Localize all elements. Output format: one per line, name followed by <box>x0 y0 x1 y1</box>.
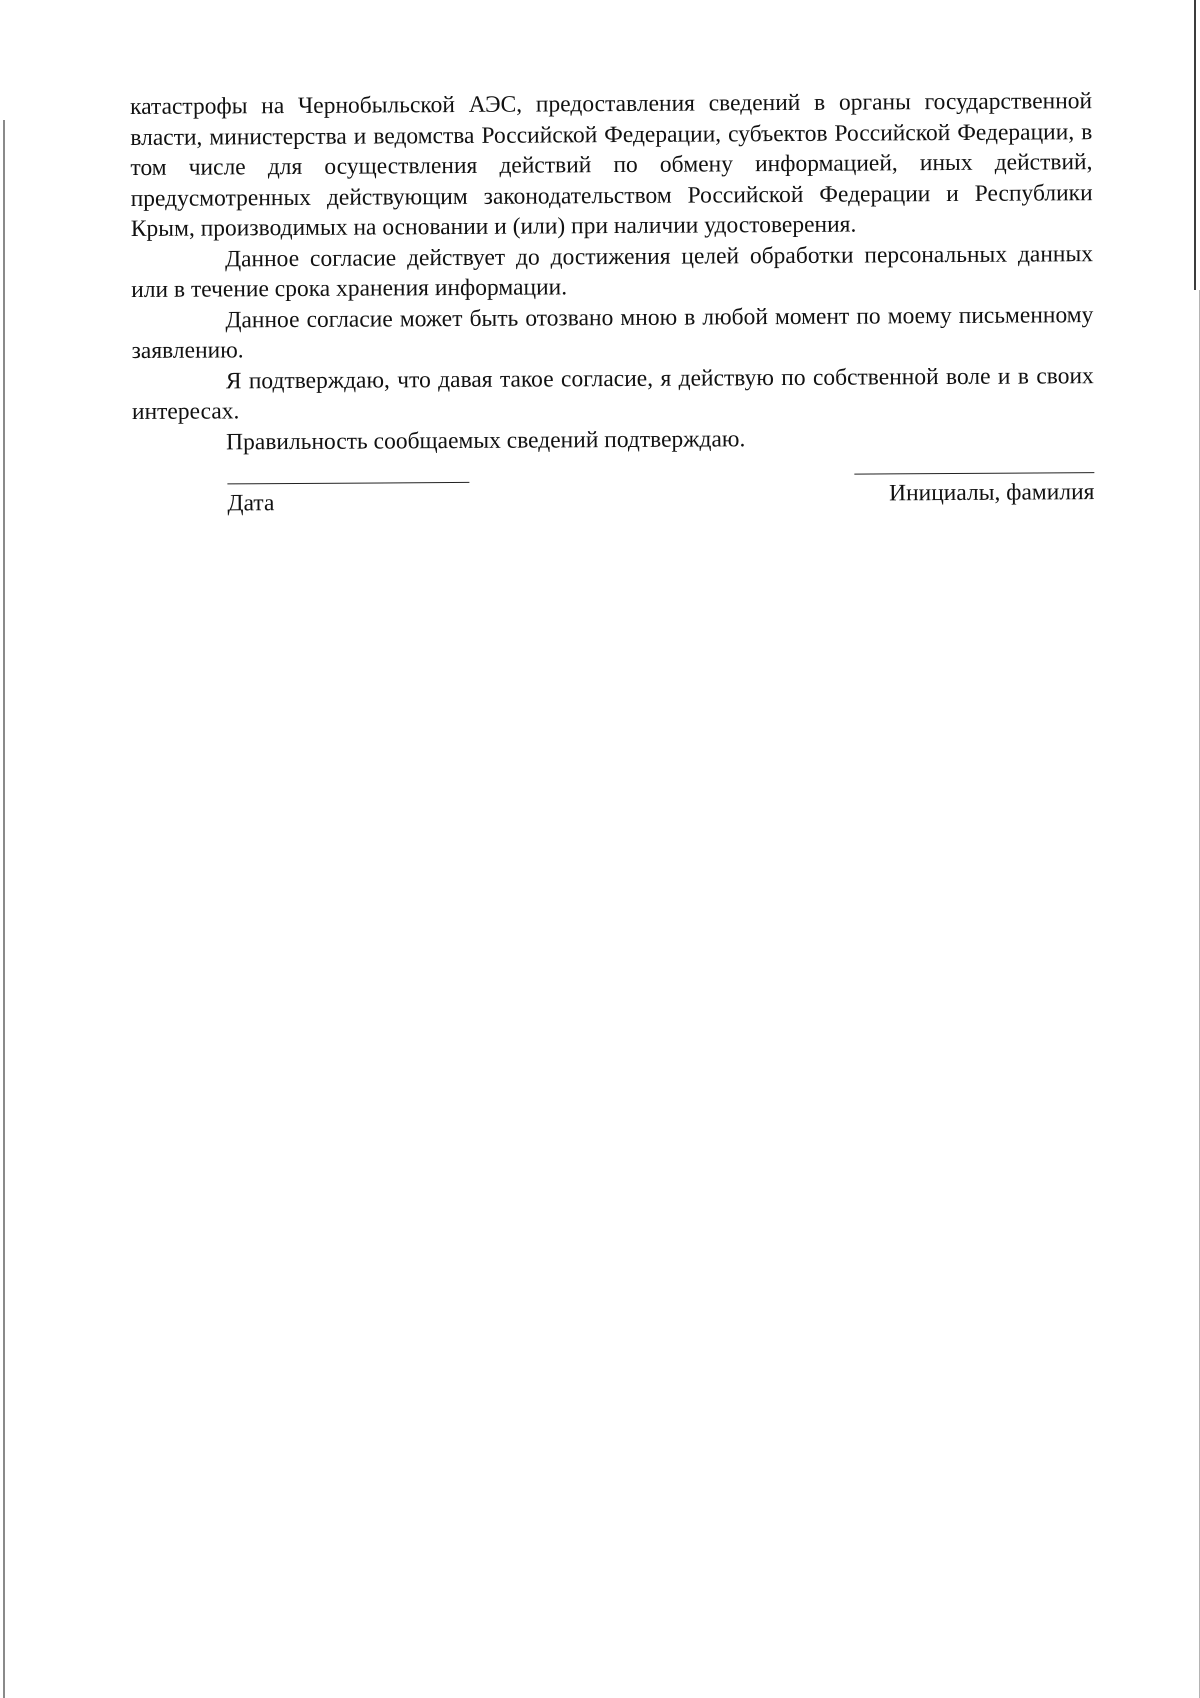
date-field <box>227 482 469 519</box>
scan-edge-right <box>1194 0 1196 290</box>
signature-block <box>132 458 1094 544</box>
paragraph-accuracy: Правильность сообщаемых сведений подтверждаю. <box>226 425 746 455</box>
paragraph-validity: Данное согласие действует до достижения целей обработки персональных данных или в течение срока хранения информации. <box>131 240 1094 303</box>
paragraph-continuation: катастрофы на Чернобыльской АЭС, предоставления сведений в органы государственной власти, министерства и ведомства Российской Федерации, субъектов Российской Федерации, в том числе для осуществления действий по обмену информацией, иных действий, предусмотренных действующим законодательством Российской Федерации и Республики Крым, производимых на основании и (или) при наличии удостоверения. <box>130 88 1093 242</box>
paragraph-revocation: Данное согласие может быть отозвано мною в любой момент по моему письменному заявлению. <box>131 301 1094 364</box>
name-label: Инициалы, фамилия <box>888 479 1095 507</box>
name-line <box>854 472 1094 474</box>
date-line <box>227 482 469 484</box>
scan-edge-left <box>3 120 5 1698</box>
paragraph-confirmation: Я подтверждаю, что давая такое согласие, я действую по собственной воле и в своих интересах. <box>131 362 1094 425</box>
name-field <box>854 472 1094 509</box>
date-label: Дата <box>227 490 275 517</box>
document-body <box>130 86 1095 544</box>
